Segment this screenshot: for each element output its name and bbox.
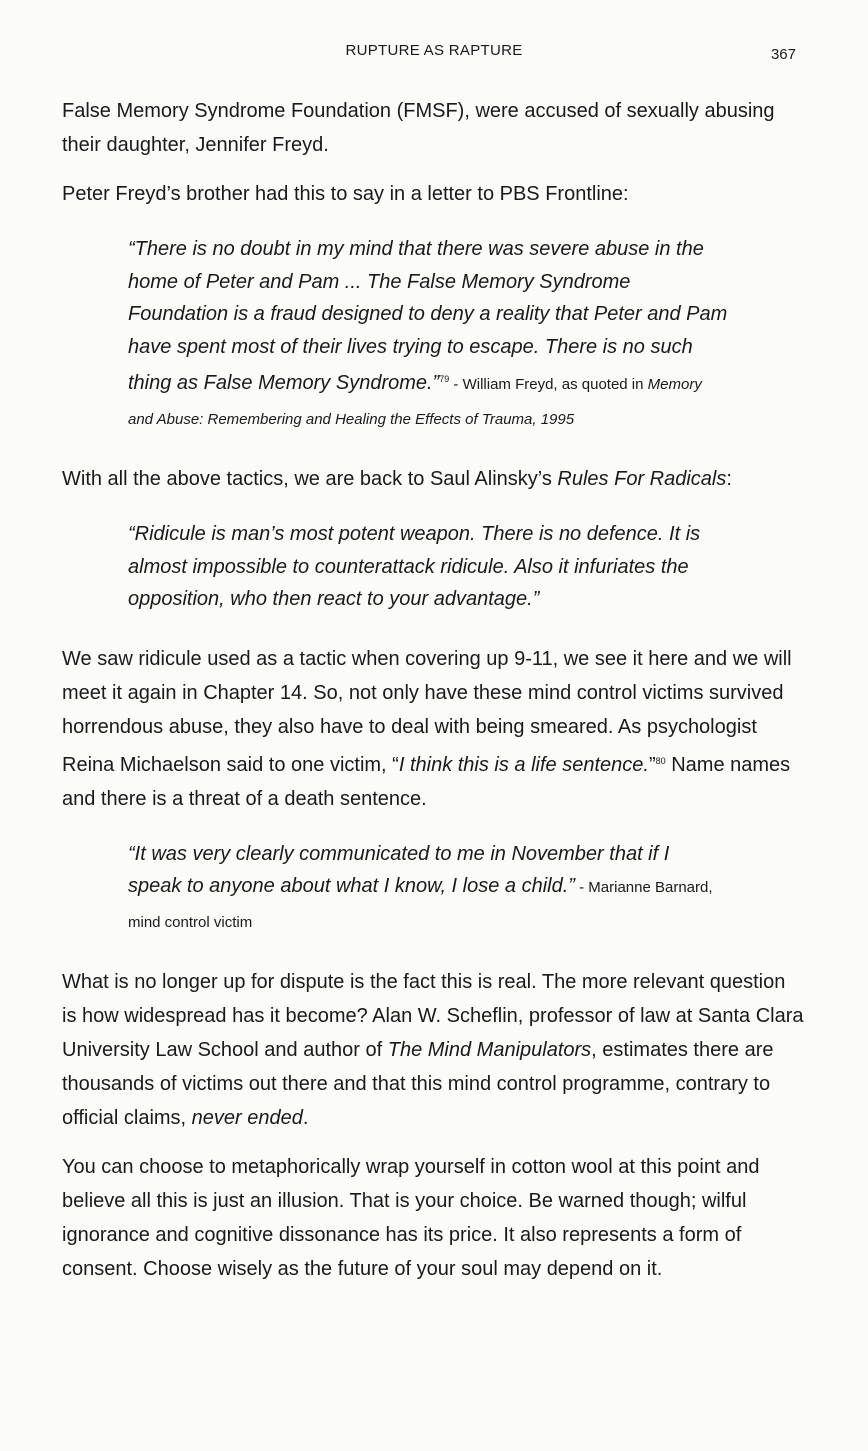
text: What is no longer up for dispute is the fact this is real. The more relevant question is how widespread has it become? Alan W. Scheflin, professor of law at Santa Clara University Law School and author of	[62, 971, 804, 1061]
text: ”	[648, 753, 656, 776]
inline-quote: I think this is a life sentence.	[398, 753, 649, 776]
text: With all the above tactics, we are back to Saul Alinsky’s	[62, 468, 558, 490]
text: :	[726, 468, 732, 490]
footnote-ref: 80	[655, 755, 666, 766]
quote-text: “There is no doubt in my mind that there was severe abuse in the home of Peter and Pam ... The False Memory Syndrome Foundation is a fraud designed to deny a reality that Peter and Pam have spent most of their lives trying to escape. There is no such thing as False Memory Syndrome.”	[128, 238, 728, 394]
emphasis: never ended	[191, 1107, 303, 1129]
paragraph	[62, 462, 804, 496]
quote-text: “Ridicule is man’s most potent weapon. There is no defence. It is almost impossible to counterattack ridicule. Also it infuriates the opposition, who then react to your advantage.”	[128, 523, 701, 610]
paragraph: Peter Freyd’s brother had this to say in a letter to PBS Frontline:	[62, 183, 629, 205]
block-quote	[128, 518, 728, 616]
text: .	[302, 1107, 309, 1129]
book-title: The Mind Manipulators	[387, 1039, 592, 1061]
text: We saw ridicule used as a tactic when covering up 9-11, we see it here and we will meet it again in Chapter 14. So, not only have these mind control victims survived horrendous abuse, they also have to deal with being smeared. As psychologist Reina Michaelson said to one victim, “	[62, 647, 792, 776]
block-quote	[128, 233, 728, 436]
footnote-ref: 79	[439, 374, 450, 384]
page-body	[62, 94, 804, 1301]
source-title: Memory and Abuse: Remembering and Healing the Effects of Trauma, 1995	[128, 376, 702, 428]
paragraph	[62, 965, 804, 1135]
page-number: 367	[770, 46, 796, 63]
paragraph: False Memory Syndrome Foundation (FMSF), were accused of sexually abusing their daughter, Jennifer Freyd.	[62, 100, 775, 156]
text: Name names and there is a threat of a death sentence.	[62, 753, 791, 810]
paragraph	[62, 642, 804, 816]
running-header: RUPTURE AS RAPTURE	[345, 42, 523, 59]
block-quote	[128, 838, 728, 940]
paragraph: You can choose to metaphorically wrap yourself in cotton wool at this point and believe all this is just an illusion. That is your choice. Be warned though; wilful ignorance and cognitive dissonance has its price. It also represents a form of consent. Choose wisely as the future of your soul may depend on it.	[62, 1156, 760, 1280]
quote-attribution: - Marianne Barnard, mind control victim	[128, 879, 713, 931]
book-title: Rules For Radicals	[557, 468, 727, 490]
quote-text: “It was very clearly communicated to me in November that if I speak to anyone about what I know, I lose a child.”	[128, 842, 670, 897]
quote-attribution: - William Freyd, as quoted in	[449, 376, 648, 393]
text: , estimates there are thousands of victims out there and that this mind control programme, contrary to official claims,	[62, 1039, 774, 1129]
